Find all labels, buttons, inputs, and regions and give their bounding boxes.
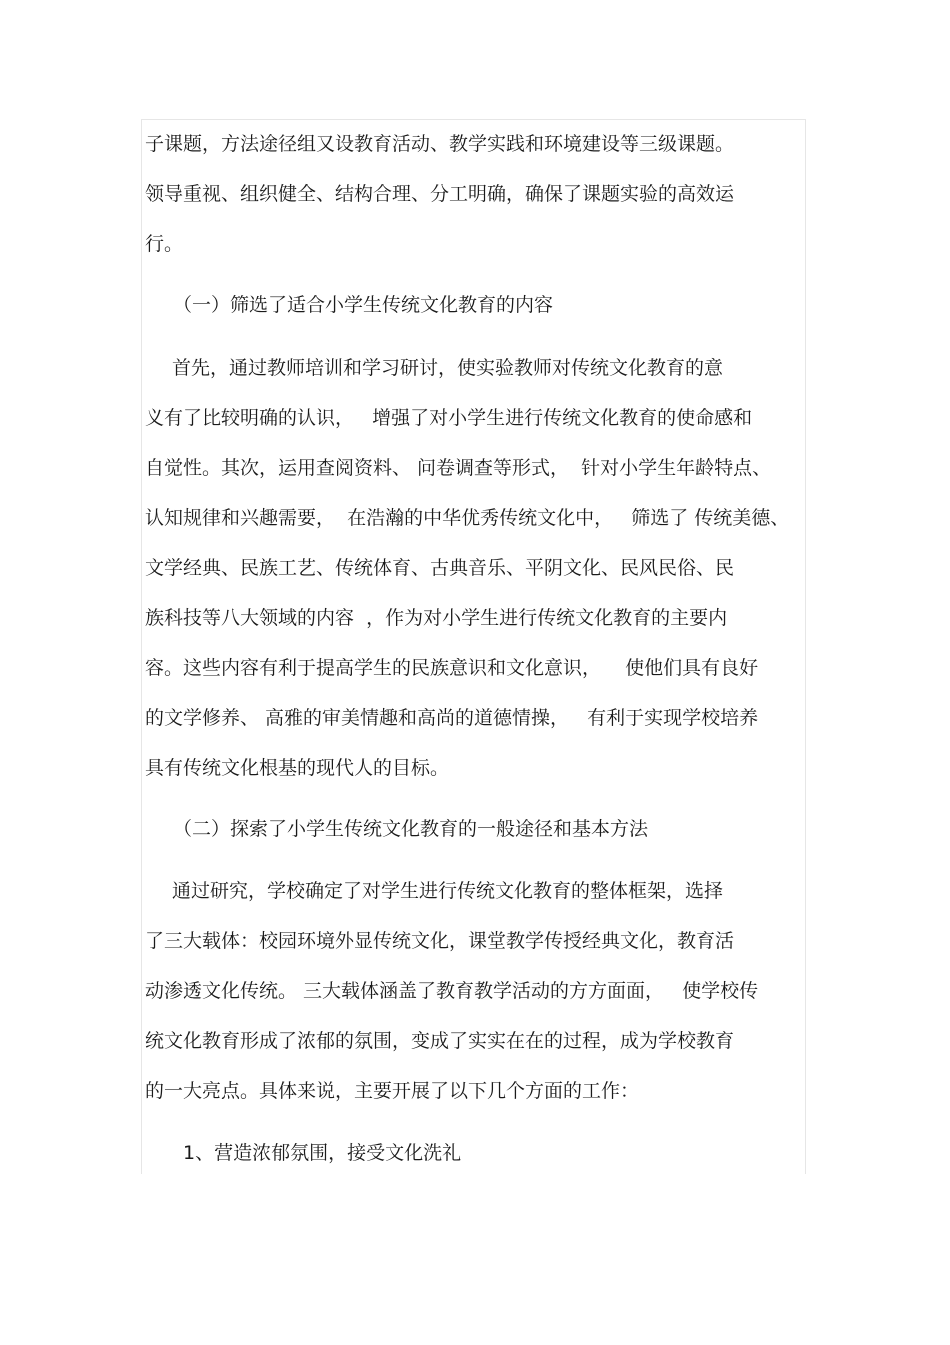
- text-line: 动渗透文化传统。 三大载体涵盖了教育教学活动的方方面面， 使学校传: [145, 980, 759, 1002]
- text-line: 容。这些内容有利于提高学生的民族意识和文化意识， 使他们具有良好: [145, 657, 759, 679]
- subsection-heading: 1、营造浓郁氛围，接受文化洗礼: [183, 1142, 462, 1164]
- text-line: 的一大亮点。具体来说，主要开展了以下几个方面的工作：: [145, 1080, 640, 1102]
- text-line: 统文化教育形成了浓郁的氛围，变成了实实在在的过程，成为学校教育: [145, 1030, 735, 1052]
- text-line: 义有了比较明确的认识， 增强了对小学生进行传统文化教育的使命感和: [145, 407, 753, 429]
- text-line: 首先，通过教师培训和学习研讨，使实验教师对传统文化教育的意: [172, 357, 724, 379]
- text-line: 具有传统文化根基的现代人的目标。: [145, 757, 450, 779]
- text-line: 族科技等八大领域的内容 ，作为对小学生进行传统文化教育的主要内: [145, 607, 728, 629]
- text-line: 领导重视、组织健全、结构合理、分工明确，确保了课题实验的高效运: [145, 183, 735, 205]
- text-line: 认知规律和兴趣需要， 在浩瀚的中华优秀传统文化中， 筛选了 传统美德、: [145, 507, 790, 529]
- text-line: 自觉性。其次，运用查阅资料、 问卷调查等形式， 针对小学生年龄特点、: [145, 457, 772, 479]
- text-line: 的文学修养、 高雅的审美情趣和高尚的道德情操， 有利于实现学校培养: [145, 707, 759, 729]
- section-heading: （一）筛选了适合小学生传统文化教育的内容: [173, 294, 554, 316]
- text-line: 文学经典、民族工艺、传统体育、古典音乐、平阴文化、民风民俗、民: [145, 557, 735, 579]
- section-heading: （二）探索了小学生传统文化教育的一般途径和基本方法: [173, 818, 649, 840]
- text-line: 行。: [145, 233, 184, 255]
- text-line: 了三大载体：校园环境外显传统文化，课堂教学传授经典文化，教育活: [145, 930, 735, 952]
- text-line: 子课题，方法途径组又设教育活动、教学实践和环境建设等三级课题。: [145, 133, 735, 155]
- text-line: 通过研究，学校确定了对学生进行传统文化教育的整体框架，选择: [172, 880, 724, 902]
- page-frame: [141, 119, 806, 1174]
